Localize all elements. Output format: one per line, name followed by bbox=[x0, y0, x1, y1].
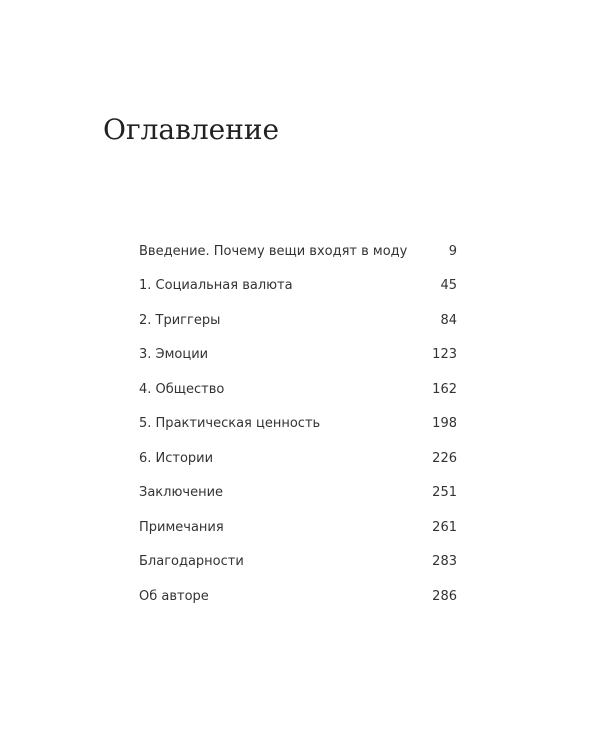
toc-entry-title: Заключение bbox=[139, 485, 224, 501]
toc-entry-title: Введение. Почему вещи входят в моду bbox=[139, 243, 408, 259]
toc-entry-title: Об авторе bbox=[139, 588, 209, 604]
toc-entry[interactable] bbox=[139, 407, 457, 442]
toc-entry-page-number: 286 bbox=[432, 588, 457, 604]
toc-entry-title: Примечания bbox=[139, 519, 224, 535]
toc-entry[interactable] bbox=[139, 579, 457, 614]
toc-entry-title: Благодарности bbox=[139, 554, 244, 570]
toc-entry-page-number: 283 bbox=[432, 554, 457, 570]
toc-entry[interactable] bbox=[139, 510, 457, 545]
toc-entry[interactable] bbox=[139, 545, 457, 580]
toc-entry[interactable] bbox=[139, 476, 457, 511]
toc-entry-page-number: 251 bbox=[432, 485, 457, 501]
toc-entry-title: 4. Общество bbox=[139, 381, 225, 397]
toc-entry-page-number: 9 bbox=[448, 243, 457, 259]
toc-entry[interactable] bbox=[139, 269, 457, 304]
toc-entry-page-number: 123 bbox=[432, 347, 457, 363]
toc-entry-page-number: 162 bbox=[432, 381, 457, 397]
toc-entry-page-number: 45 bbox=[440, 278, 457, 294]
toc-entry[interactable] bbox=[139, 441, 457, 476]
toc-entry-page-number: 261 bbox=[432, 519, 457, 535]
toc-entry-title: 2. Триггеры bbox=[139, 312, 221, 328]
toc-entry[interactable] bbox=[139, 234, 457, 269]
toc-entry[interactable] bbox=[139, 303, 457, 338]
toc-entry-title: 6. Истории bbox=[139, 450, 214, 466]
page-title: Оглавление bbox=[103, 113, 280, 146]
toc-entry[interactable] bbox=[139, 372, 457, 407]
table-of-contents bbox=[139, 234, 457, 614]
toc-entry-title: 3. Эмоции bbox=[139, 347, 209, 363]
toc-entry[interactable] bbox=[139, 338, 457, 373]
toc-entry-page-number: 226 bbox=[432, 450, 457, 466]
toc-entry-page-number: 84 bbox=[440, 312, 457, 328]
toc-entry-page-number: 198 bbox=[432, 416, 457, 432]
toc-entry-title: 5. Практическая ценность bbox=[139, 416, 321, 432]
toc-entry-title: 1. Социальная валюта bbox=[139, 278, 293, 294]
